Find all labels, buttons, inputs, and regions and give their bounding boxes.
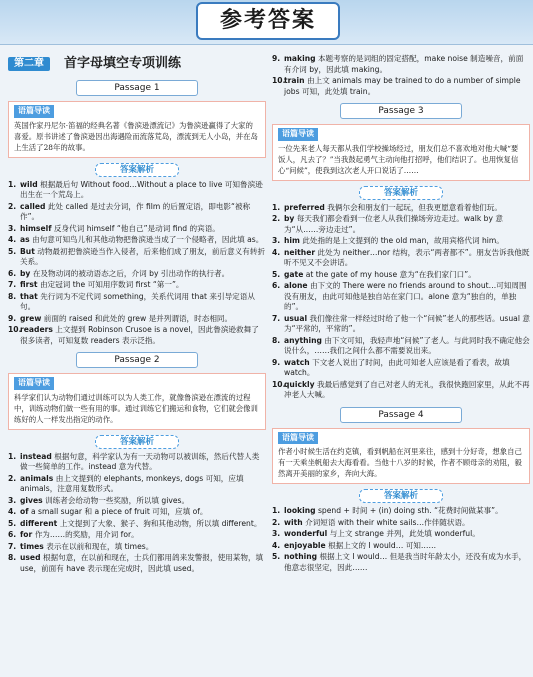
answer-item: 5. gate at the gate of my house 意为“在我们家门口”。 [272,269,476,279]
answer-item: 1. preferred 我俩尔会和朋友们一起玩，但我更愿意看着他们玩。 [272,202,502,212]
answer-item: 8. anything 由下文可知，我轻声地“问候”了老人。与此同时我不确定他会说什么，……我们之间什么都不需要说出来。 [272,335,530,355]
guide-tag: 语篇导读 [14,377,54,390]
chapter-name: 首字母填空专项训练 [64,55,182,71]
answer-item: 1. looking spend + 时间 + (in) doing sth. “花费时间做某事”。 [272,506,503,515]
answer-item: 4. as 由句意可知鸟儿和其他动物把鲁滨逊当成了一个侵略者，因此填 as。 [8,235,264,244]
passage-3-label: Passage 3 [340,103,462,119]
answer-item: 10. quickly 我最后感觉到了自己对老人的无礼，我很快跑回家里，从此不再冲老人大喊。 [272,379,530,399]
answer-item: 10. readers 上文提到 Robinson Crusoe is a novel，因此鲁滨逊救舞了很多读者，可知复数 readers 表示泛指。 [8,325,259,345]
header-banner [0,0,533,45]
answer-item: 7. first 由定冠词 the 可知用序数词 first “第一”。 [8,280,184,289]
passage-1-label: Passage 1 [76,80,198,96]
passage-3-guide [272,124,530,181]
answer-item: 1. wild 根据最后句 Without food…Without a place to live 可知鲁滨逊出生在一个荒岛上。 [8,179,263,199]
passage-2-answers [8,452,266,575]
answer-item: 2. called 此处 called 是过去分词，作 film 的后置定语，即电影“被称作”。 [8,201,251,221]
answer-item: 4. of a small sugar 和 a piece of fruit 可知，应填 of。 [8,507,208,516]
left-column [8,48,266,575]
answer-item: 7. usual 我们像往常一样经过时给了他一个“问候”老人的那些话。usual 意为“平常的，平常的”。 [272,313,530,333]
answer-item: 1. instead 根据句意，科学家认为有一天动物可以被训练，然后代替人类做一些简单的工作。instead 意为代替。 [8,451,260,471]
answer-item: 2. animals 由上文提到的 elephants, monkeys, dogs 可知，应填 animals，注意用复数形式。 [8,473,244,493]
answer-item: 9. making 本题考察的是词组的固定搭配，make noise 制造噪音，前面有介词 by，因此填 making。 [272,54,524,74]
chapter-tag: 第二章 [8,57,50,72]
answer-item: 9. watch 下文老人说出了时间，由此可知老人应该是看了看表，故填 watch。 [272,357,510,377]
answer-item: 6. alone 由下文的 There were no friends around to shout…可知周围没有朋友，由此可知他是独自站在家门口。alone 意为“独自的，单独的”。 [272,281,527,311]
answer-item: 3. himself 反身代词 himself “他自己”是动词 find 的宾语。 [8,223,220,233]
answer-item: 3. him 此处指的是上文提到的 the old man，故用宾格代词 him。 [272,236,504,245]
answer-item: 5. But 动物最初把鲁滨逊当作入侵者，后来他们成了朋友，前后意义有转折关系。 [8,246,266,266]
answer-item: 9. grew 前面的 raised 和此处的 grew 是并列谓语，时态相同。 [8,313,233,323]
answer-item: 8. used 根据句意，在以前和现在，士兵们都用鸽来发警报，使用某物，填 use，前面有 have 表示现在完成时，因此填 used。 [8,553,264,573]
passage-4-label: Passage 4 [340,407,462,423]
answer-item: 6. for 作为……的奖励，用介词 for。 [8,530,139,539]
analysis-label: 答案解析 [95,163,179,177]
answer-item: 10. train 由上文 animals may be trained to do a number of simple jobs 可知，此处填 train。 [272,76,521,96]
analysis-label: 答案解析 [95,435,179,449]
chapter-header [8,54,266,74]
guide-text: 科学家们认为动物们通过训练可以为人类工作，就像鲁滨逊在漂流的过程中，训练动物们做一些有用的事。通过训练它们搬运和食物，它们就会像训练好的人一样发出指定的动作。 [14,392,258,424]
right-column [272,48,530,574]
passage-2-guide [8,373,266,430]
answer-item: 3. gives 训练者会给动物一些奖励，所以填 gives。 [8,495,190,505]
answer-item: 2. with 介词短语 with their white sails…作伴随状语。 [272,517,470,527]
answer-item: 4. enjoyable 根据上文的 I would… 可知…… [272,540,437,550]
answer-item: 5. different 上文提到了大象、猴子、狗和其他动物，所以填 different。 [8,518,262,528]
answer-item: 6. by 在及物动词的被动语态之后，介词 by 引出动作的执行者。 [8,268,230,278]
answer-item: 8. that 先行词为不定代词 something，关系代词用 that 来引导定语从句。 [8,291,255,311]
answer-item: 4. neither 此处为 neither…nor 结构，表示“两者都不”。朋友告诉我他既听不见又不会讲话。 [272,247,530,267]
guide-text: 作者小时候生活在约克镇，看到帆船在河里来往，感到十分好奇，想象自己有一天乘坐帆船去大海看看。当他十八岁的时候，作者不顾母亲的劝阻，毅然离开美丽的家乡，奔向大海。 [278,447,522,478]
passage-2-label: Passage 2 [76,352,198,368]
answer-item: 2. by 每天我们都会看到一位老人从我们操场旁边走过。walk by 意为“从……旁边走过”。 [272,214,503,234]
answer-item: 7. times 表示在以前和现在，填 times。 [8,541,154,551]
passage-1-answers [8,180,266,347]
passage-3-answers [272,203,530,401]
analysis-label: 答案解析 [359,489,443,503]
guide-tag: 语篇导读 [14,105,54,118]
guide-tag: 语篇导读 [278,128,318,141]
passage-4-guide [272,428,530,485]
guide-text: 英国作家丹尼尔·笛福的经典名著《鲁滨逊漂流记》为鲁滨逊赢得了大家的喜爱。原书讲述了鲁滨逊因出海遇险而流落荒岛，漂流到无人小岛，并在岛上生活了28年的故事。 [14,120,258,152]
passage-2-answers-continued [272,54,530,97]
analysis-label: 答案解析 [359,186,443,200]
guide-text: 一位先来老人每天都从我们学校操场经过，朋友们总不喜欢地对他大喊“要饭人，凡去了？”当我鼓起勇气主动向他打招呼，他们结识了。也用恢复信心“问候”，使我到这次老人开口说话了…… [278,143,519,175]
answer-item: 5. nothing 根据上文 I would… 但是我当时年龄太小，还没有成为水手，他意志很坚定，因此…… [272,552,527,572]
page-title: 参考答案 [196,2,340,40]
passage-1-guide [8,101,266,158]
passage-4-answers [272,506,530,573]
answer-item: 3. wonderful 与上文 strange 并列，此处填 wonderful。 [272,529,480,538]
guide-tag: 语篇导读 [278,432,318,445]
